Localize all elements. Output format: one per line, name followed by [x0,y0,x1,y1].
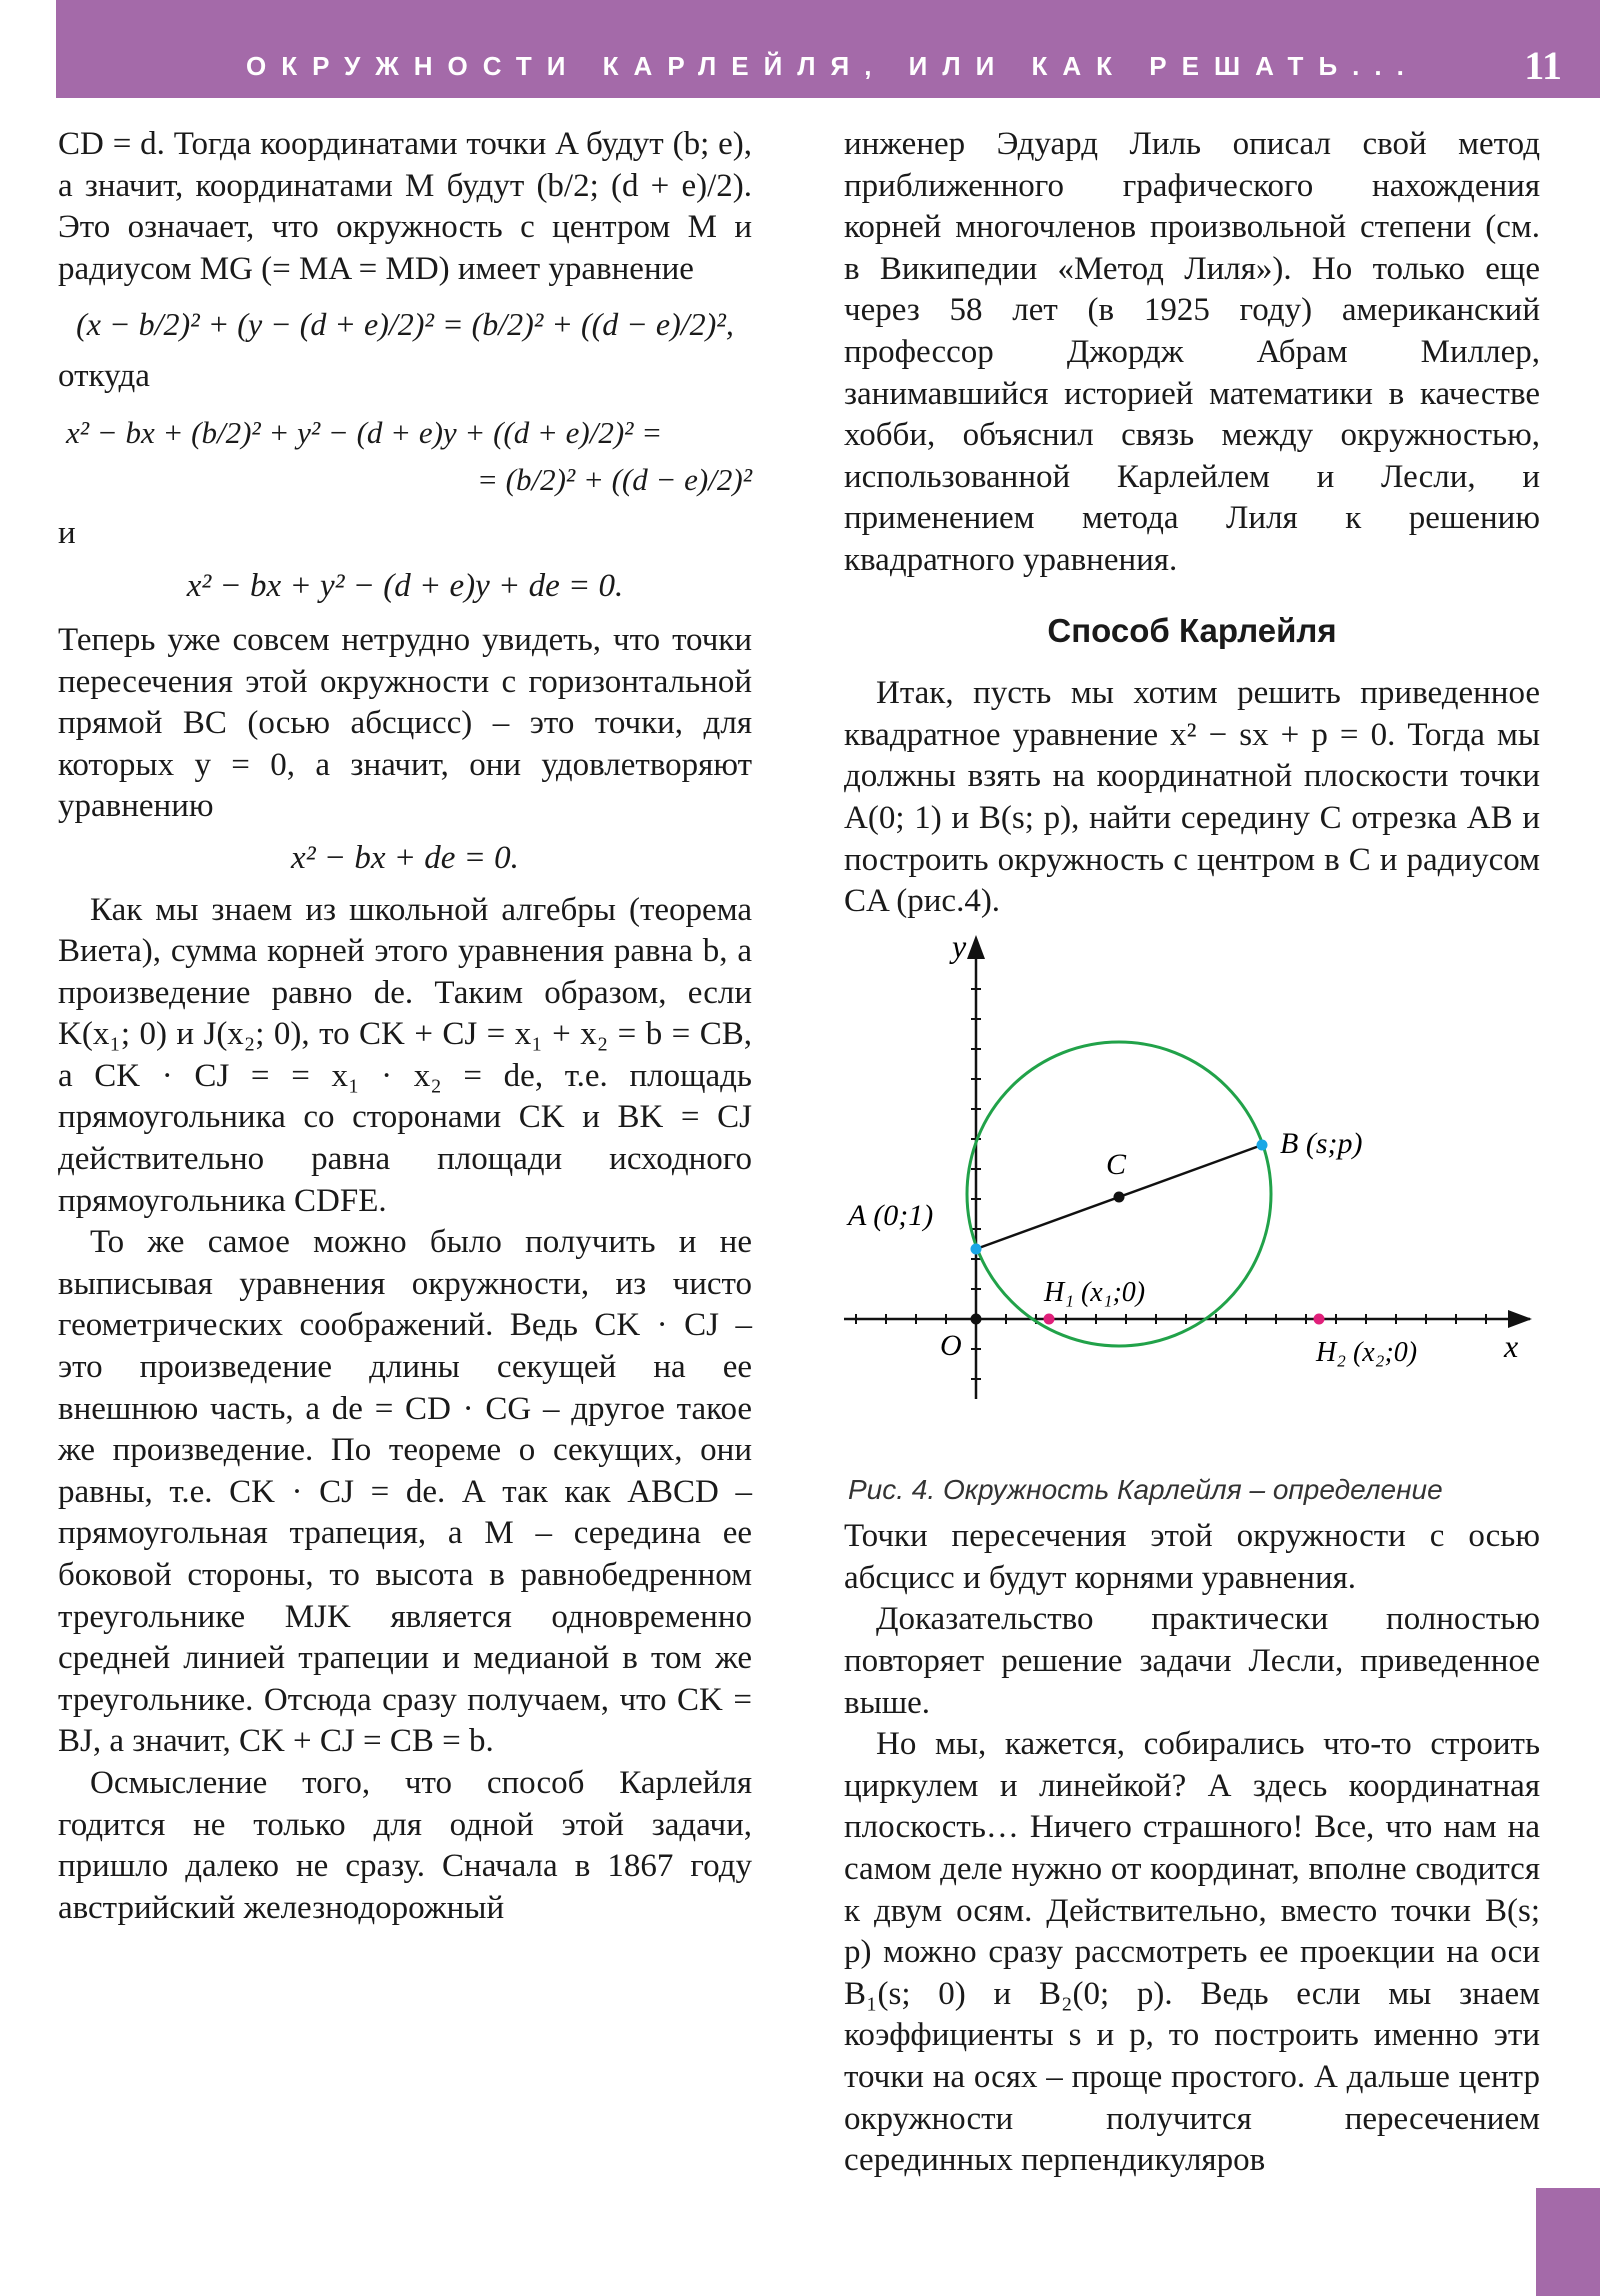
point-h1 [1044,1313,1055,1324]
figure-svg [844,929,1540,1469]
section-heading: Способ Карлейля [1047,611,1337,649]
figure-carlyle-circle [844,929,1540,1469]
paragraph: CD = d. Тогда координатами точки A будут (b; e), а значит, координатами M будут (b/2; (d + e)/2). Это означает, что окружность с центром M и радиусом MG (= MA = MD) имеет уравнение [58,126,752,287]
page-corner-tab [1536,2188,1600,2296]
running-title: ОКРУЖНОСТИ КАРЛЕЙЛЯ, ИЛИ КАК РЕШАТЬ... [246,51,1419,81]
label-point-a: A (0;1) [848,1198,934,1232]
label-x-axis: x [1504,1327,1519,1364]
figure-caption: Рис. 4. Окружность Карлейля – определение [848,1473,1443,1505]
label-point-b: B (s;p) [1280,1126,1363,1160]
paragraph: То же самое можно было получить и не выписывая уравнения окружности, из чисто геометрических соображений. Ведь CK · CJ – это произведение длины секущей на ее внешнюю часть, а de = CD · CG – другое такое же произведение. По теореме о секущих, они равны, т.е. CK · CJ = de. А так как ABCD – прямоугольная трапеция, а M – середина ее боковой стороны, то высота в равнобедренном треугольнике MJK является одновременно средней линией трапеции и медианой в том же треугольнике. Отсюда сразу получаем, что CK = BJ, а значит, CK + CJ = CB = b. [58,1224,752,1760]
paragraph: Как мы знаем из школьной алгебры (теорема Виета), сумма корней этого уравнения равна b, а произведение равно de. Таким образом, если K(x₁; 0) и J(x₂; 0), то CK + CJ = x₁ + x₂ = b = CB, а CK · CJ = = x₁ · x₂ = de, т.е. площадь прямоугольника со сторонами CK и BK = CJ действительно равна площади исходного прямоугольника CDFE. [58,891,752,1219]
point-origin [971,1313,982,1324]
word-otkuda: откуда [58,357,150,394]
page-number: 11 [1524,43,1562,88]
y-axis-arrow-icon [967,935,985,959]
label-origin: O [940,1328,962,1362]
equation-general: x² − bx + y² − (d + e)y + de = 0. [186,568,624,605]
label-point-c: C [1106,1147,1127,1181]
equation-expanded-2: = (b/2)² + ((d − e)/2)² [476,462,752,498]
paragraph: Доказательство практически полностью повторяет решение задачи Лесли, приведенное выше. [844,1601,1540,1721]
point-b [1257,1139,1268,1150]
label-point-h2: H₂ (x₂;0) [1316,1336,1418,1368]
paragraph: Итак, пусть мы хотим решить приведенное квадратное уравнение x² − sx + p = 0. Тогда мы должны взять на координатной плоскости точки A(0; 1) и B(s; p), найти середину C отрезка AB и построить окружность с центром в C и радиусом CA (рис.4). [844,675,1540,920]
axis-ticks [856,989,1486,1379]
paragraph: инженер Эдуард Лиль описал свой метод приближенного графического нахождения корней многочленов произвольной степени (см. в Википедии «Метод Лиля»). Но только еще через 58 лет (в 1925 году) американский профессор Джордж Абрам Миллер, занимавшийся историей математики в качестве хобби, объяснил связь между окружностью, использованной Карлейлем и Лесли, и применением метода Лиля к решению квадратного уравнения. [844,126,1540,578]
point-c [1114,1191,1125,1202]
paragraph: Осмысление того, что способ Карлейля годится не только для одной этой задачи, пришло далеко не сразу. Сначала в 1867 году австрийский железнодорожный [58,1764,752,1926]
equation-quadratic: x² − bx + de = 0. [291,839,519,876]
x-axis-arrow-icon [1508,1310,1532,1328]
equation-circle: (x − b/2)² + (y − (d + e)/2)² = (b/2)² + ((d − e)/2)², [76,306,734,343]
paragraph: Точки пересечения этой окружности с осью абсцисс и будут корнями уравнения. [844,1518,1540,1596]
point-a [971,1243,982,1254]
label-y-axis: y [952,928,967,964]
left-column [58,124,752,1929]
paragraph: Теперь уже совсем нетрудно увидеть, что точки пересечения этой окружности с горизонтальной прямой BC (осью абсцисс) – это точки, для которых y = 0, а значит, они удовлетворяют уравнению [58,621,752,825]
label-point-h1: H₁ (x₁;0) [1044,1276,1146,1308]
right-column [844,124,1540,2182]
page-header [56,0,1600,98]
point-h2 [1314,1313,1325,1324]
word-i: и [58,514,76,551]
paragraph: Но мы, кажется, собирались что-то строить циркулем и линейкой? А здесь координатная плоскость… Ничего страшного! Все, что нам на самом деле нужно от координат, вполне сводится к двум осям. Действительно, вместо точки B(s; p) можно сразу рассмотреть ее проекции на оси B₁(s; 0) и B₂(0; p). Ведь если мы знаем коэффициенты s и p, то построить именно эти точки на осях – проще простого. А дальше центр окружности получится пересечением серединных перпендикуляров [844,1726,1540,2179]
equation-expanded-1: x² − bx + (b/2)² + y² − (d + e)y + ((d + e)/2)² = [66,414,663,450]
